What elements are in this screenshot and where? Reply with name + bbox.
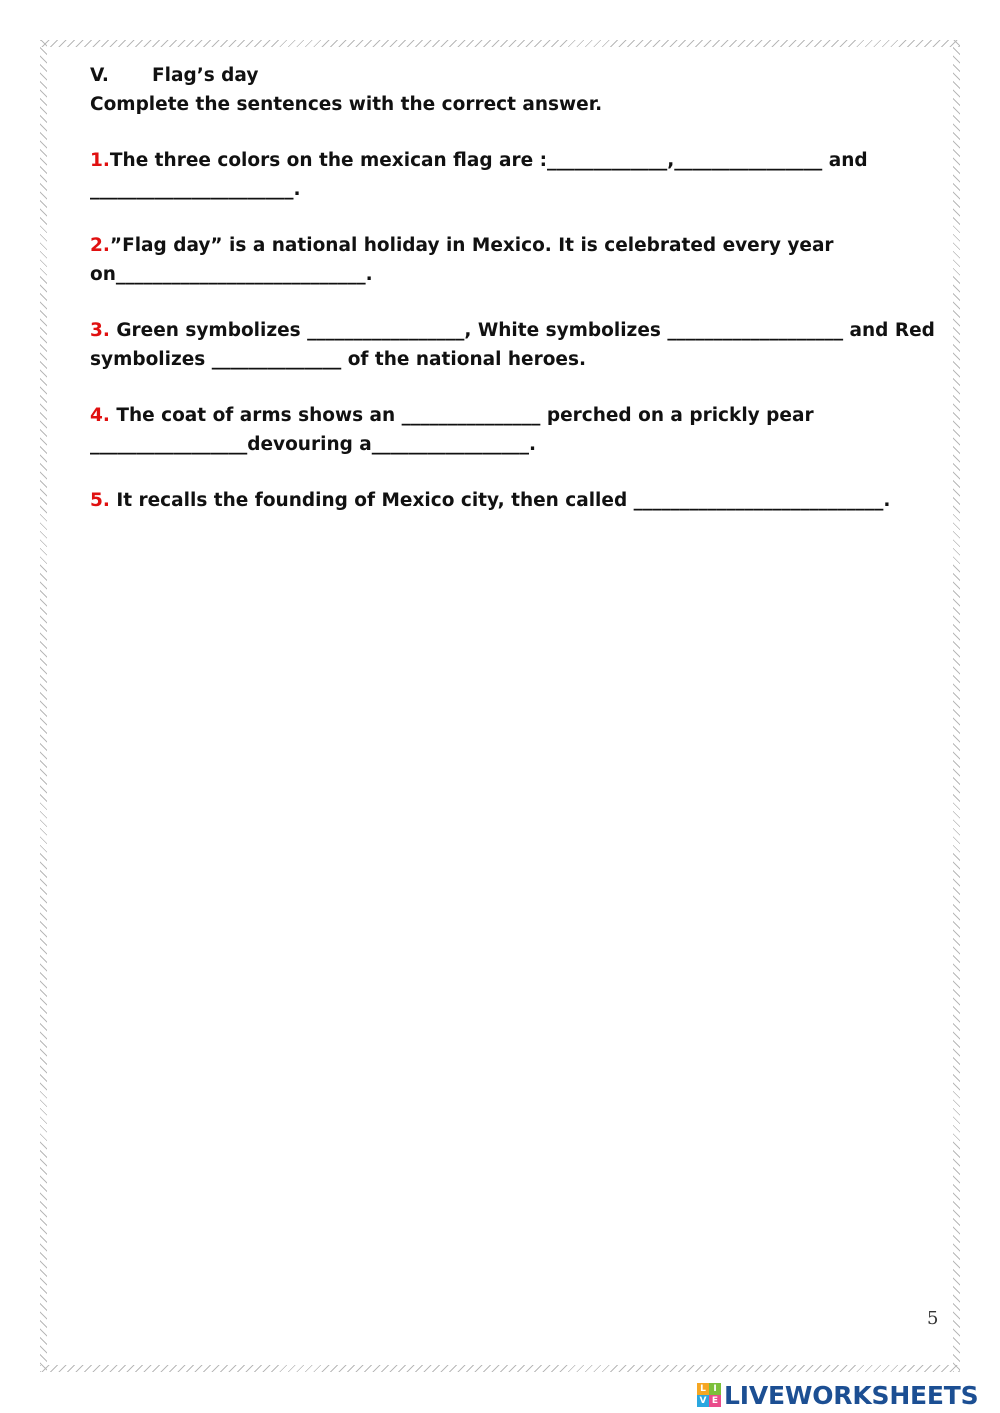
worksheet-content [90,62,940,516]
border-left [40,40,47,1372]
question-5 [90,487,940,516]
logo-tile: I [709,1383,721,1395]
question-number: 4. [90,405,110,426]
question-text: It recalls the founding of Mexico city, then called ___________________________. [109,490,891,511]
border-right [953,40,960,1372]
logo-tile: E [709,1395,721,1407]
question-number: 3. [90,320,110,341]
section-title: Flag’s day [152,65,259,86]
question-text: Green symbolizes _________________, White symbolizes ___________________ and Red symbolizes ______________ of the national heroes. [90,320,935,370]
question-number: 2. [90,235,110,256]
page-number: 5 [927,1308,939,1329]
border-top [40,40,960,47]
question-2 [90,232,940,289]
question-text: The coat of arms shows an _______________ perched on a prickly pear _________________devouring a_________________. [90,405,814,455]
question-number: 5. [90,490,110,511]
question-text: ”Flag day” is a national holiday in Mexico. It is celebrated every year on___________________________. [90,235,834,285]
instruction-text: Complete the sentences with the correct answer. [90,93,603,115]
logo-tile: L [697,1383,709,1395]
border-bottom [40,1365,960,1372]
liveworksheets-logo-icon [697,1383,721,1407]
brand-name: LIVEWORKSHEETS [724,1380,979,1410]
question-4 [90,402,940,459]
section-heading [90,62,940,91]
question-number: 1. [90,150,110,171]
question-text: The three colors on the mexican flag are :_____________,________________ and ______________________. [90,150,868,200]
section-numeral: V. [90,65,109,86]
question-1 [90,147,940,204]
logo-tile: V [697,1395,709,1407]
liveworksheets-brand[interactable] [697,1378,978,1412]
question-3 [90,317,940,374]
